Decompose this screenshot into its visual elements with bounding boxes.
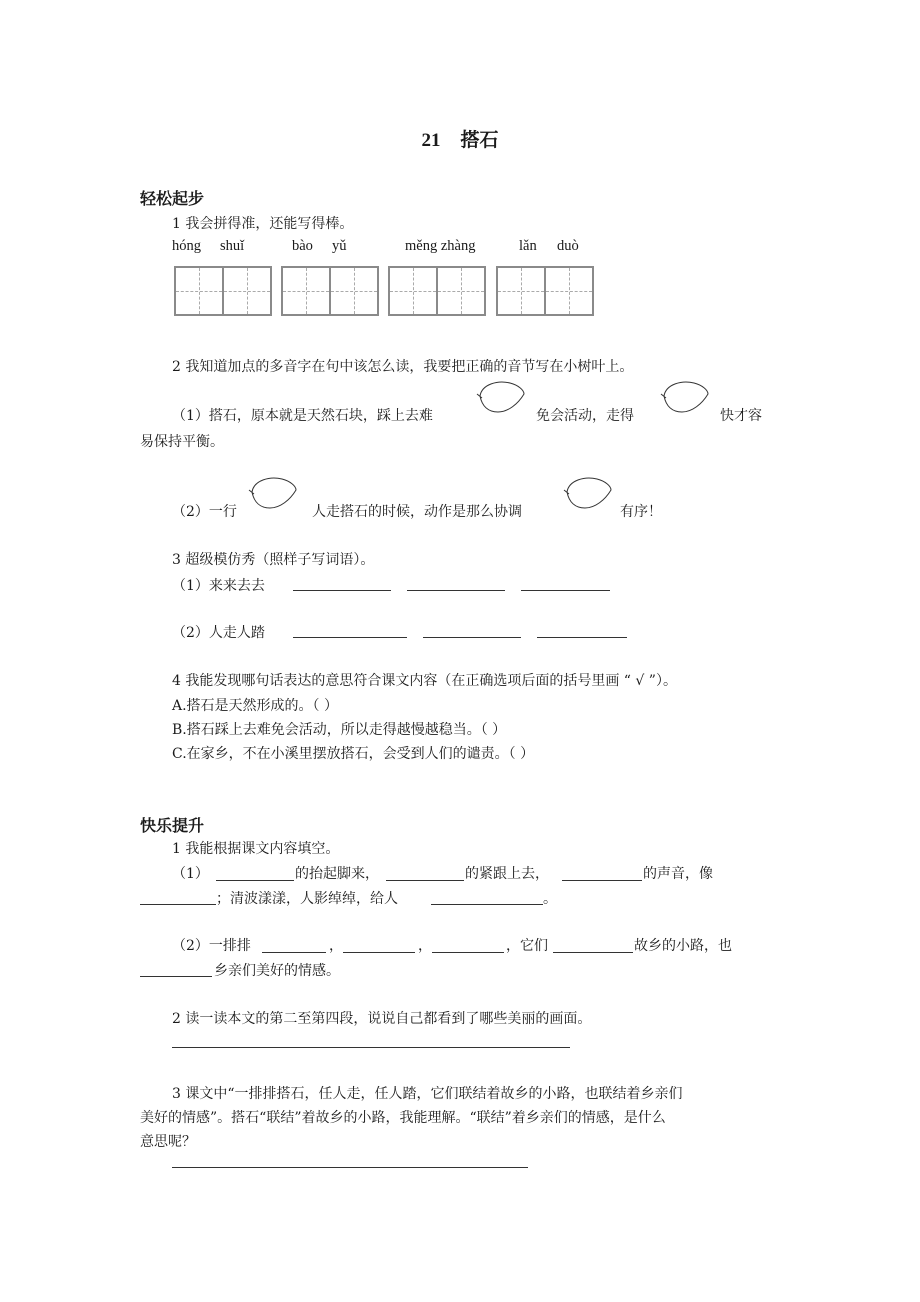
option-b[interactable]: B.搭石踩上去难免会活动，所以走得越慢越稳当。（ ） xyxy=(172,722,507,738)
fill-text: 的紧跟上去， xyxy=(465,866,549,882)
question-1-prompt: 1 我能根据课文内容填空。 xyxy=(172,841,340,857)
question-3-text: 意思呢？ xyxy=(140,1134,196,1150)
answer-blank[interactable] xyxy=(432,952,504,953)
pinyin: hóng xyxy=(172,238,201,254)
sentence-text: 易保持平衡。 xyxy=(140,434,224,450)
question-3-text: 3 课文中“一排排搭石，任人走，任人踏，它们联结着故乡的小路，也联结着乡亲们 xyxy=(172,1086,683,1102)
answer-blank[interactable] xyxy=(293,590,391,591)
answer-blank[interactable] xyxy=(140,904,216,905)
pinyin: lǎn xyxy=(519,238,537,254)
question-4-prompt: 4 我能发现哪句话表达的意思符合课文内容（在正确选项后面的括号里画 “ √ ”）。 xyxy=(172,673,677,689)
fill-text: 乡亲们美好的情感。 xyxy=(214,963,340,979)
answer-line[interactable] xyxy=(172,1167,528,1168)
fill-text: 。 xyxy=(543,891,557,907)
answer-line[interactable] xyxy=(172,1047,570,1048)
question-1-prompt: 1 我会拼得准，还能写得棒。 xyxy=(172,216,354,232)
option-a[interactable]: A.搭石是天然形成的。（ ） xyxy=(172,698,339,714)
sentence-text: （2）一行 xyxy=(172,504,237,520)
page-title xyxy=(0,125,920,152)
sentence-text: 免会活动，走得 xyxy=(536,408,634,424)
section-heading-easy-start: 轻松起步 xyxy=(140,189,205,208)
fill-text: ，它们 xyxy=(506,938,548,954)
sentence-text: 有序！ xyxy=(620,504,662,520)
section-heading-happy-improve: 快乐提升 xyxy=(140,816,205,835)
fill-text: ；清波漾漾，人影绰绰，给人 xyxy=(216,891,398,907)
answer-blank[interactable] xyxy=(140,976,212,977)
fill-text: ， xyxy=(329,938,343,954)
question-2-prompt: 2 读一读本文的第二至第四段，说说自己都看到了哪些美丽的画面。 xyxy=(172,1011,592,1027)
answer-blank[interactable] xyxy=(386,880,464,881)
question-3-text: 美好的情感”。搭石“联结”着故乡的小路，我能理解。“联结”着乡亲们的情感，是什么 xyxy=(140,1110,666,1126)
answer-blank[interactable] xyxy=(293,637,407,638)
writing-grid[interactable] xyxy=(174,266,272,316)
leaf-answer-icon[interactable] xyxy=(561,476,613,512)
fill-text: （1） xyxy=(172,866,209,882)
pinyin: shuǐ xyxy=(220,238,245,254)
lesson-title: 搭石 xyxy=(460,129,499,151)
example-word: （1）来来去去 xyxy=(172,578,265,594)
leaf-answer-icon[interactable] xyxy=(658,380,710,416)
question-3-prompt: 3 超级模仿秀（照样子写词语）。 xyxy=(172,552,375,568)
leaf-answer-icon[interactable] xyxy=(246,476,298,512)
answer-blank[interactable] xyxy=(407,590,505,591)
answer-blank[interactable] xyxy=(521,590,610,591)
sentence-text: （1）搭石，原本就是天然石块，踩上去难 xyxy=(172,408,433,424)
answer-blank[interactable] xyxy=(262,952,326,953)
fill-text: 的抬起脚来， xyxy=(295,866,379,882)
leaf-answer-icon[interactable] xyxy=(474,380,526,416)
answer-blank[interactable] xyxy=(537,637,627,638)
question-2-prompt: 2 我知道加点的多音字在句中该怎么读，我要把正确的音节写在小树叶上。 xyxy=(172,359,634,375)
pinyin: duò xyxy=(557,238,579,254)
answer-blank[interactable] xyxy=(553,952,633,953)
answer-blank[interactable] xyxy=(216,880,294,881)
fill-text: 故乡的小路，也 xyxy=(634,938,732,954)
example-word: （2）人走人踏 xyxy=(172,625,265,641)
answer-blank[interactable] xyxy=(343,952,415,953)
lesson-number: 21 xyxy=(421,130,441,151)
writing-grid[interactable] xyxy=(388,266,486,316)
pinyin: měng zhàng xyxy=(405,238,476,254)
answer-blank[interactable] xyxy=(562,880,642,881)
option-c[interactable]: C.在家乡，不在小溪里摆放搭石，会受到人们的谴责。（ ） xyxy=(172,746,535,762)
fill-text: 的声音，像 xyxy=(643,866,713,882)
sentence-text: 人走搭石的时候，动作是那么协调 xyxy=(312,504,522,520)
fill-text: ， xyxy=(418,938,432,954)
answer-blank[interactable] xyxy=(431,904,543,905)
writing-grid[interactable] xyxy=(496,266,594,316)
sentence-text: 快才容 xyxy=(720,408,762,424)
answer-blank[interactable] xyxy=(423,637,521,638)
pinyin: bào xyxy=(292,238,313,254)
fill-text: （2）一排排 xyxy=(172,938,251,954)
pinyin: yǔ xyxy=(332,238,347,254)
writing-grid[interactable] xyxy=(281,266,379,316)
